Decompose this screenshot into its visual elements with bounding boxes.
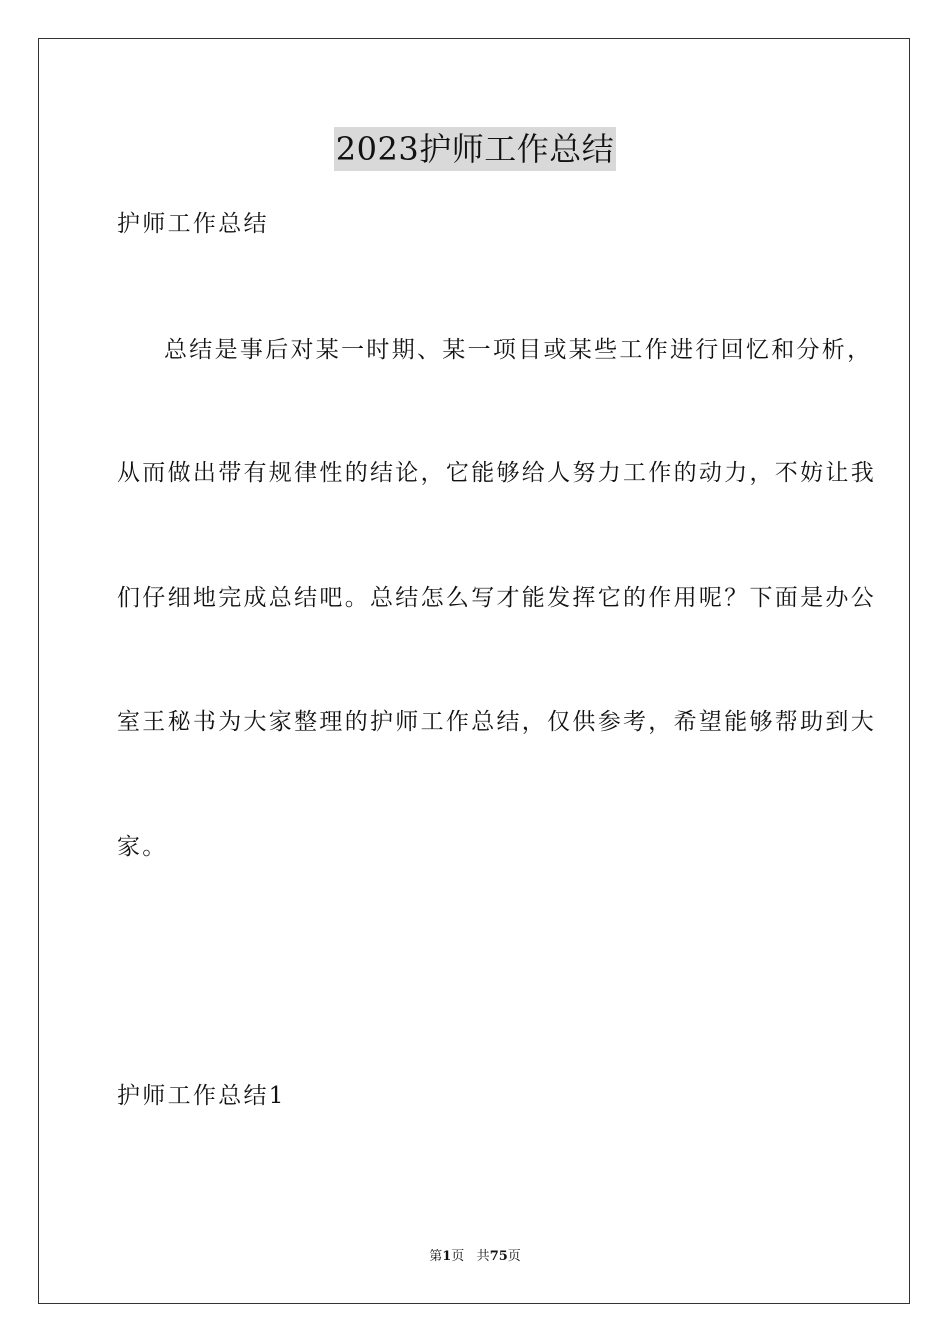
intro-paragraph-line: 从而做出带有规律性的结论，它能够给人努力工作的动力，不妨让我 [117,460,876,486]
document-title-text: 2023护师工作总结 [334,127,616,171]
total-pages: 75 [489,1249,508,1264]
document-subheading: 护师工作总结 [117,211,269,237]
intro-paragraph-line: 家。 [117,834,168,860]
page-label-suffix: 页 [451,1249,465,1264]
document-title [0,127,950,171]
intro-paragraph-line: 室王秘书为大家整理的护师工作总结，仅供参考，希望能够帮助到大 [117,709,876,735]
total-pages-prefix: 共 [476,1249,490,1264]
intro-paragraph-line: 们仔细地完成总结吧。总结怎么写才能发挥它的作用呢？下面是办公 [117,585,876,611]
total-pages-suffix: 页 [507,1249,521,1264]
page-label-prefix: 第 [429,1249,443,1264]
page-footer [0,1248,950,1266]
page-number: 1 [442,1249,452,1264]
section-heading: 护师工作总结1 [117,1083,286,1109]
intro-paragraph-line: 总结是事后对某一时期、某一项目或某些工作进行回忆和分析， [164,337,873,363]
